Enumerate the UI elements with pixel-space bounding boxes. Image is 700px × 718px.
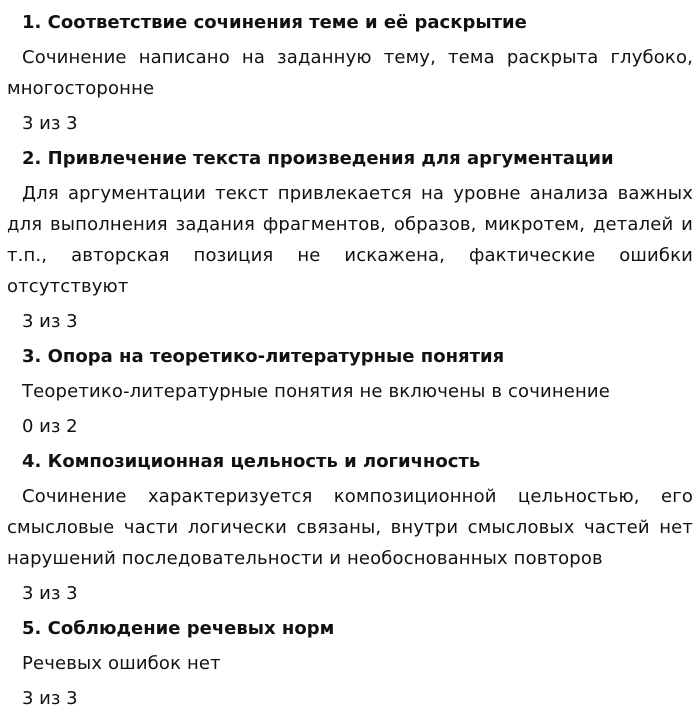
criterion-score: 0 из 2 [22, 416, 78, 437]
criterion-score: 3 из 3 [22, 583, 78, 604]
criterion-2 [7, 143, 693, 337]
criterion-description: Сочинение характеризуется композиционной цельностью, его смысловые части логически связаны, внутри смысловых частей нет нарушений последовательности и необоснованных повторов [7, 486, 693, 569]
evaluation-document [7, 7, 693, 718]
criterion-1 [7, 7, 693, 139]
criterion-title: 1. Соответствие сочинения теме и её раскрытие [22, 12, 527, 33]
criterion-description: Для аргументации текст привлекается на уровне анализа важных для выполнения задания фрагментов, образов, микротем, деталей и т.п., авторская позиция не искажена, фактические ошибки отсутствуют [7, 183, 693, 297]
criterion-score: 3 из 3 [22, 688, 78, 709]
criterion-title: 3. Опора на теоретико-литературные понятия [22, 346, 505, 367]
criterion-description: Сочинение написано на заданную тему, тема раскрыта глубоко, многосторонне [7, 47, 693, 99]
criterion-description: Теоретико-литературные понятия не включены в сочинение [22, 381, 610, 402]
criterion-score: 3 из 3 [22, 311, 78, 332]
criterion-title: 2. Привлечение текста произведения для аргументации [22, 148, 614, 169]
criterion-score: 3 из 3 [22, 113, 78, 134]
criterion-title: 4. Композиционная цельность и логичность [22, 451, 481, 472]
criterion-title: 5. Соблюдение речевых норм [22, 618, 335, 639]
criterion-description: Речевых ошибок нет [22, 653, 221, 674]
criterion-4 [7, 446, 693, 609]
criterion-5 [7, 613, 693, 714]
criterion-3 [7, 341, 693, 442]
